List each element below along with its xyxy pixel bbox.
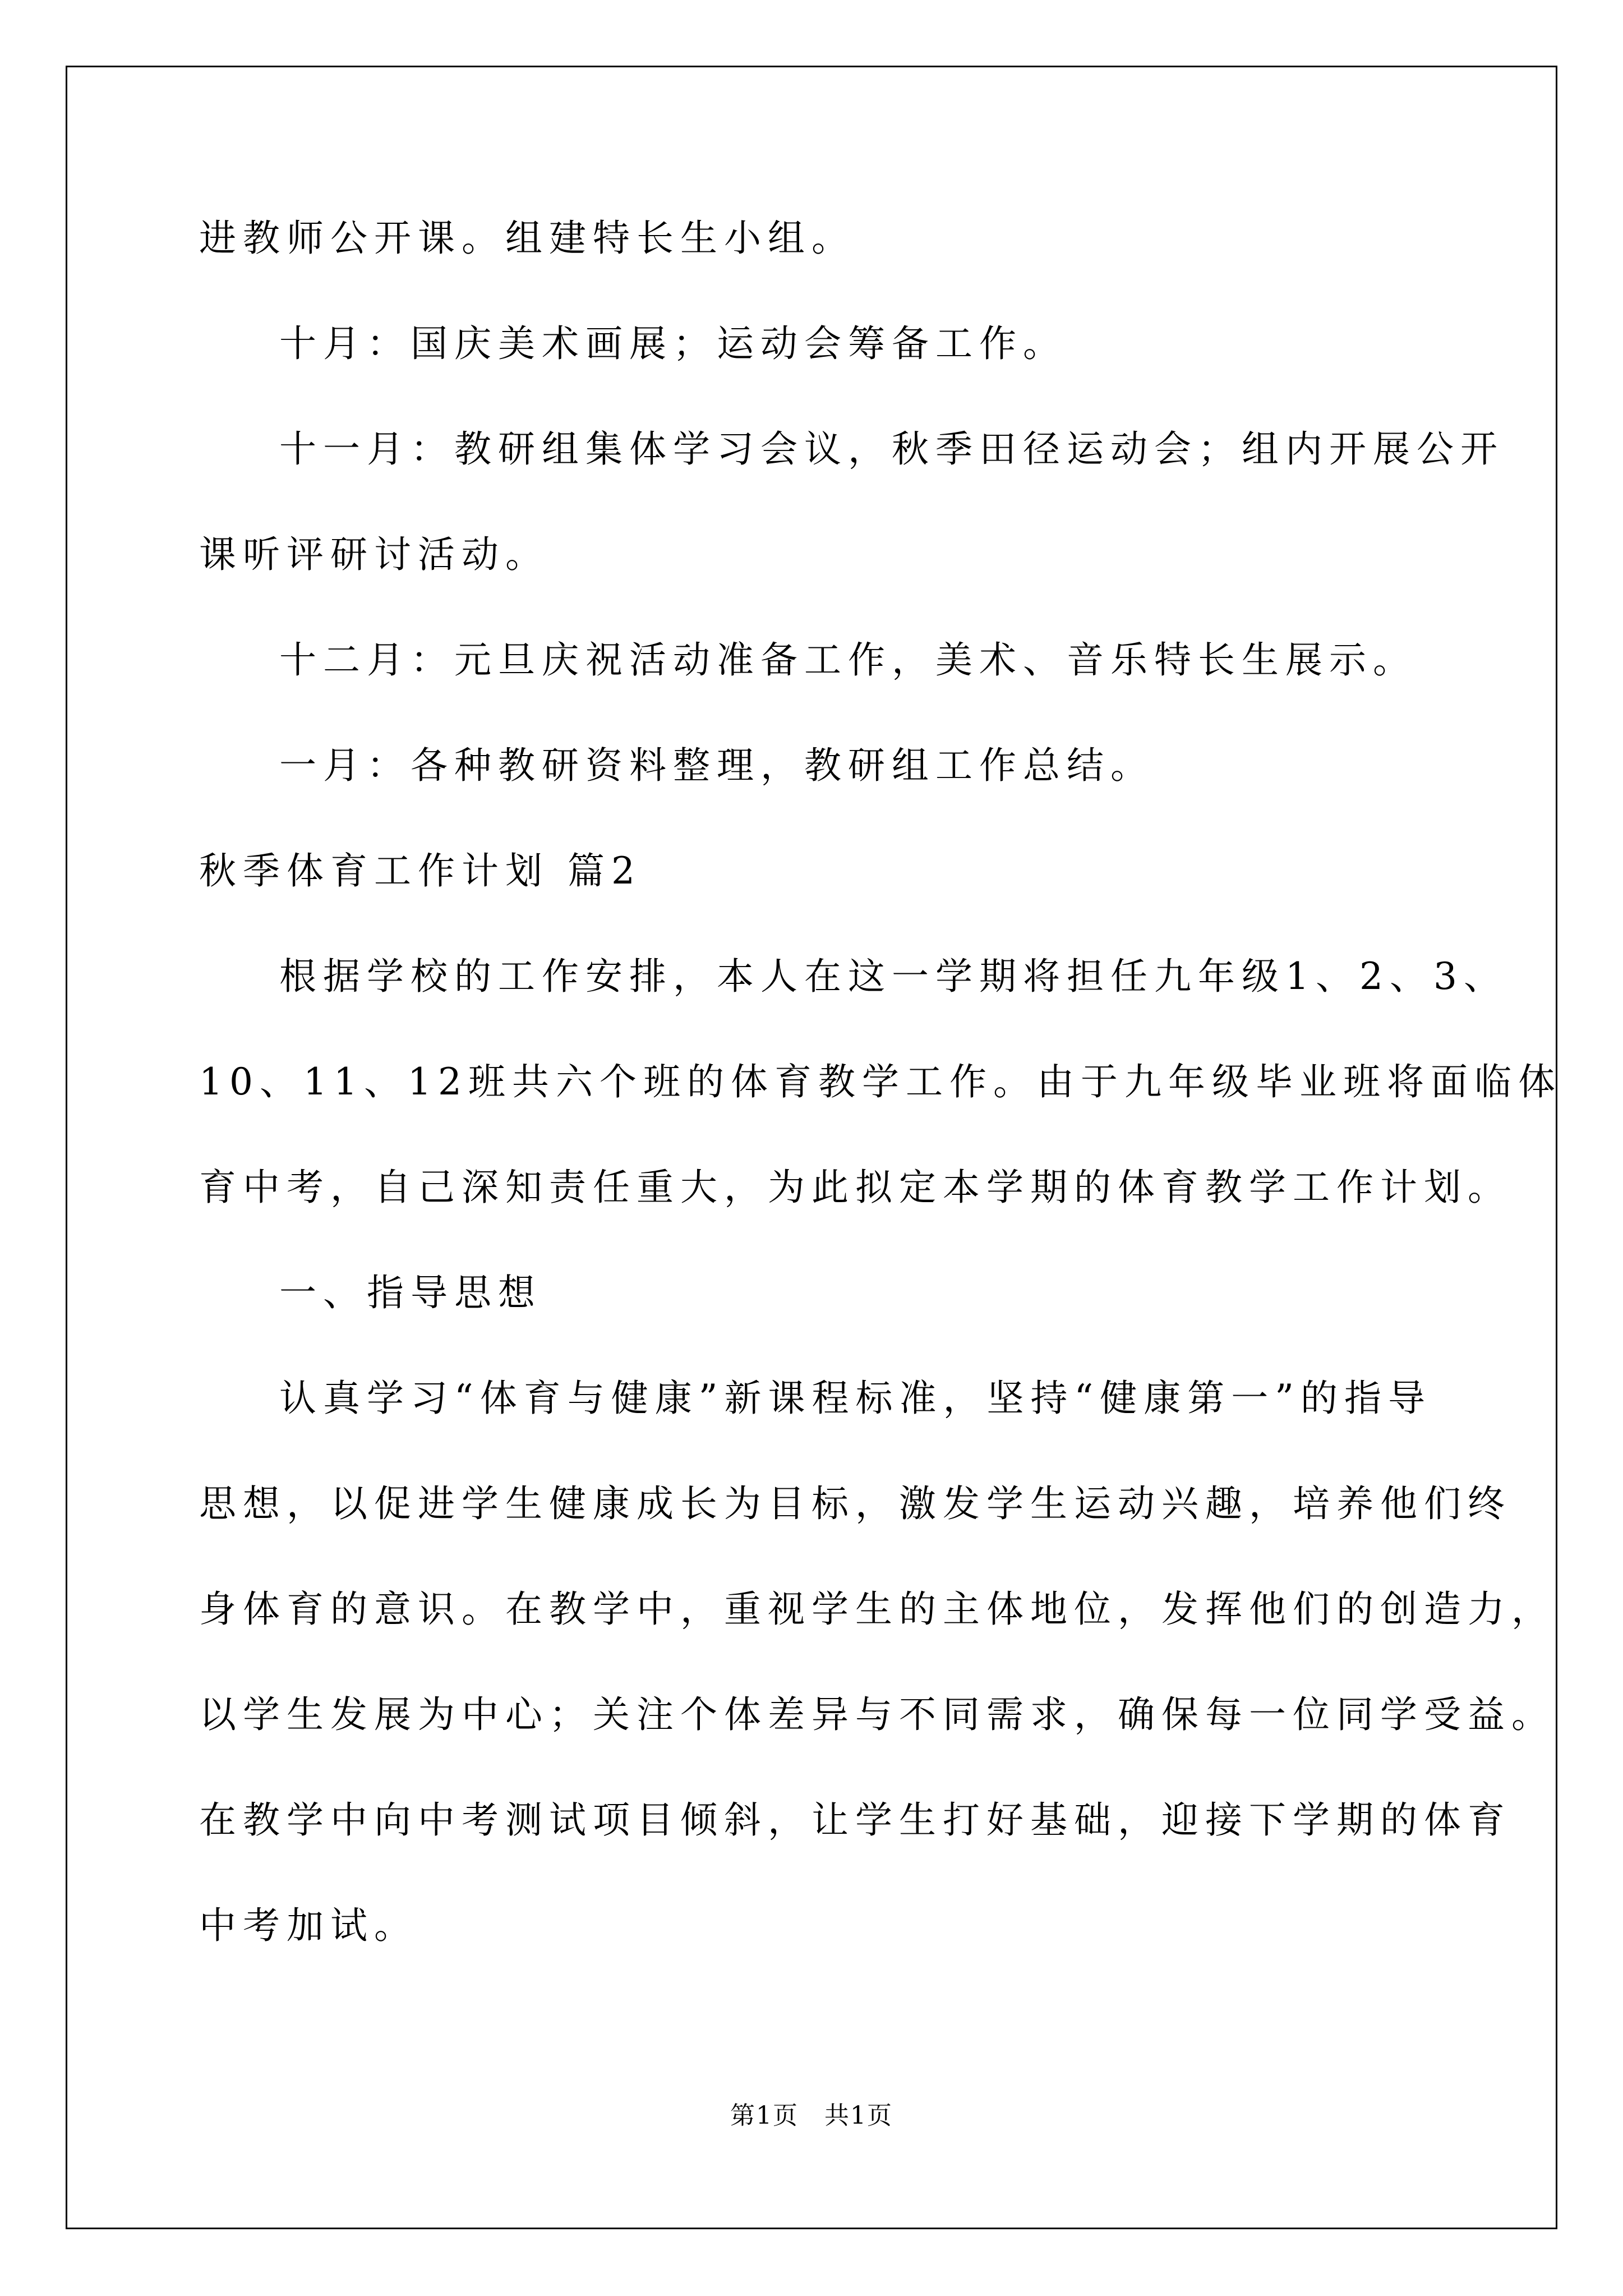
text-line: 思想，以促进学生健康成长为目标，激发学生运动兴趣，培养他们终 [199,1482,1511,1525]
text-line: 身体育的意识。在教学中，重视学生的主体地位，发挥他们的创造力， [199,1588,1555,1631]
text-line: 根据学校的工作安排，本人在这一学期将担任九年级1、2、3、 [279,955,1507,998]
page-number: 第1页 共1页 [730,2101,893,2130]
text-line: 认真学习“体育与健康”新课程标准，坚持“健康第一”的指导 [279,1377,1432,1420]
text-line: 一月：各种教研资料整理，教研组工作总结。 [279,744,1154,787]
subsection-heading: 一、指导思想 [279,1271,542,1314]
text-line: 课听评研讨活动。 [199,533,549,576]
text-line: 育中考，自己深知责任重大，为此拟定本学期的体育教学工作计划。 [199,1166,1511,1209]
text-line: 十二月：元旦庆祝活动准备工作，美术、音乐特长生展示。 [279,638,1417,682]
text-line: 中考加试。 [199,1904,418,1947]
text-line: 在教学中向中考测试项目倾斜，让学生打好基础，迎接下学期的体育 [199,1798,1511,1842]
text-line: 进教师公开课。组建特长生小组。 [199,217,855,260]
text-line: 以学生发展为中心；关注个体差异与不同需求，确保每一位同学受益。 [199,1693,1555,1736]
text-line: 10、11、12班共六个班的体育教学工作。由于九年级毕业班将面临体 [199,1060,1562,1103]
text-line: 十一月：教研组集体学习会议，秋季田径运动会；组内开展公开 [279,427,1504,471]
section-heading: 秋季体育工作计划 篇2 [199,849,642,892]
text-line: 十月：国庆美术画展；运动会筹备工作。 [279,322,1067,365]
